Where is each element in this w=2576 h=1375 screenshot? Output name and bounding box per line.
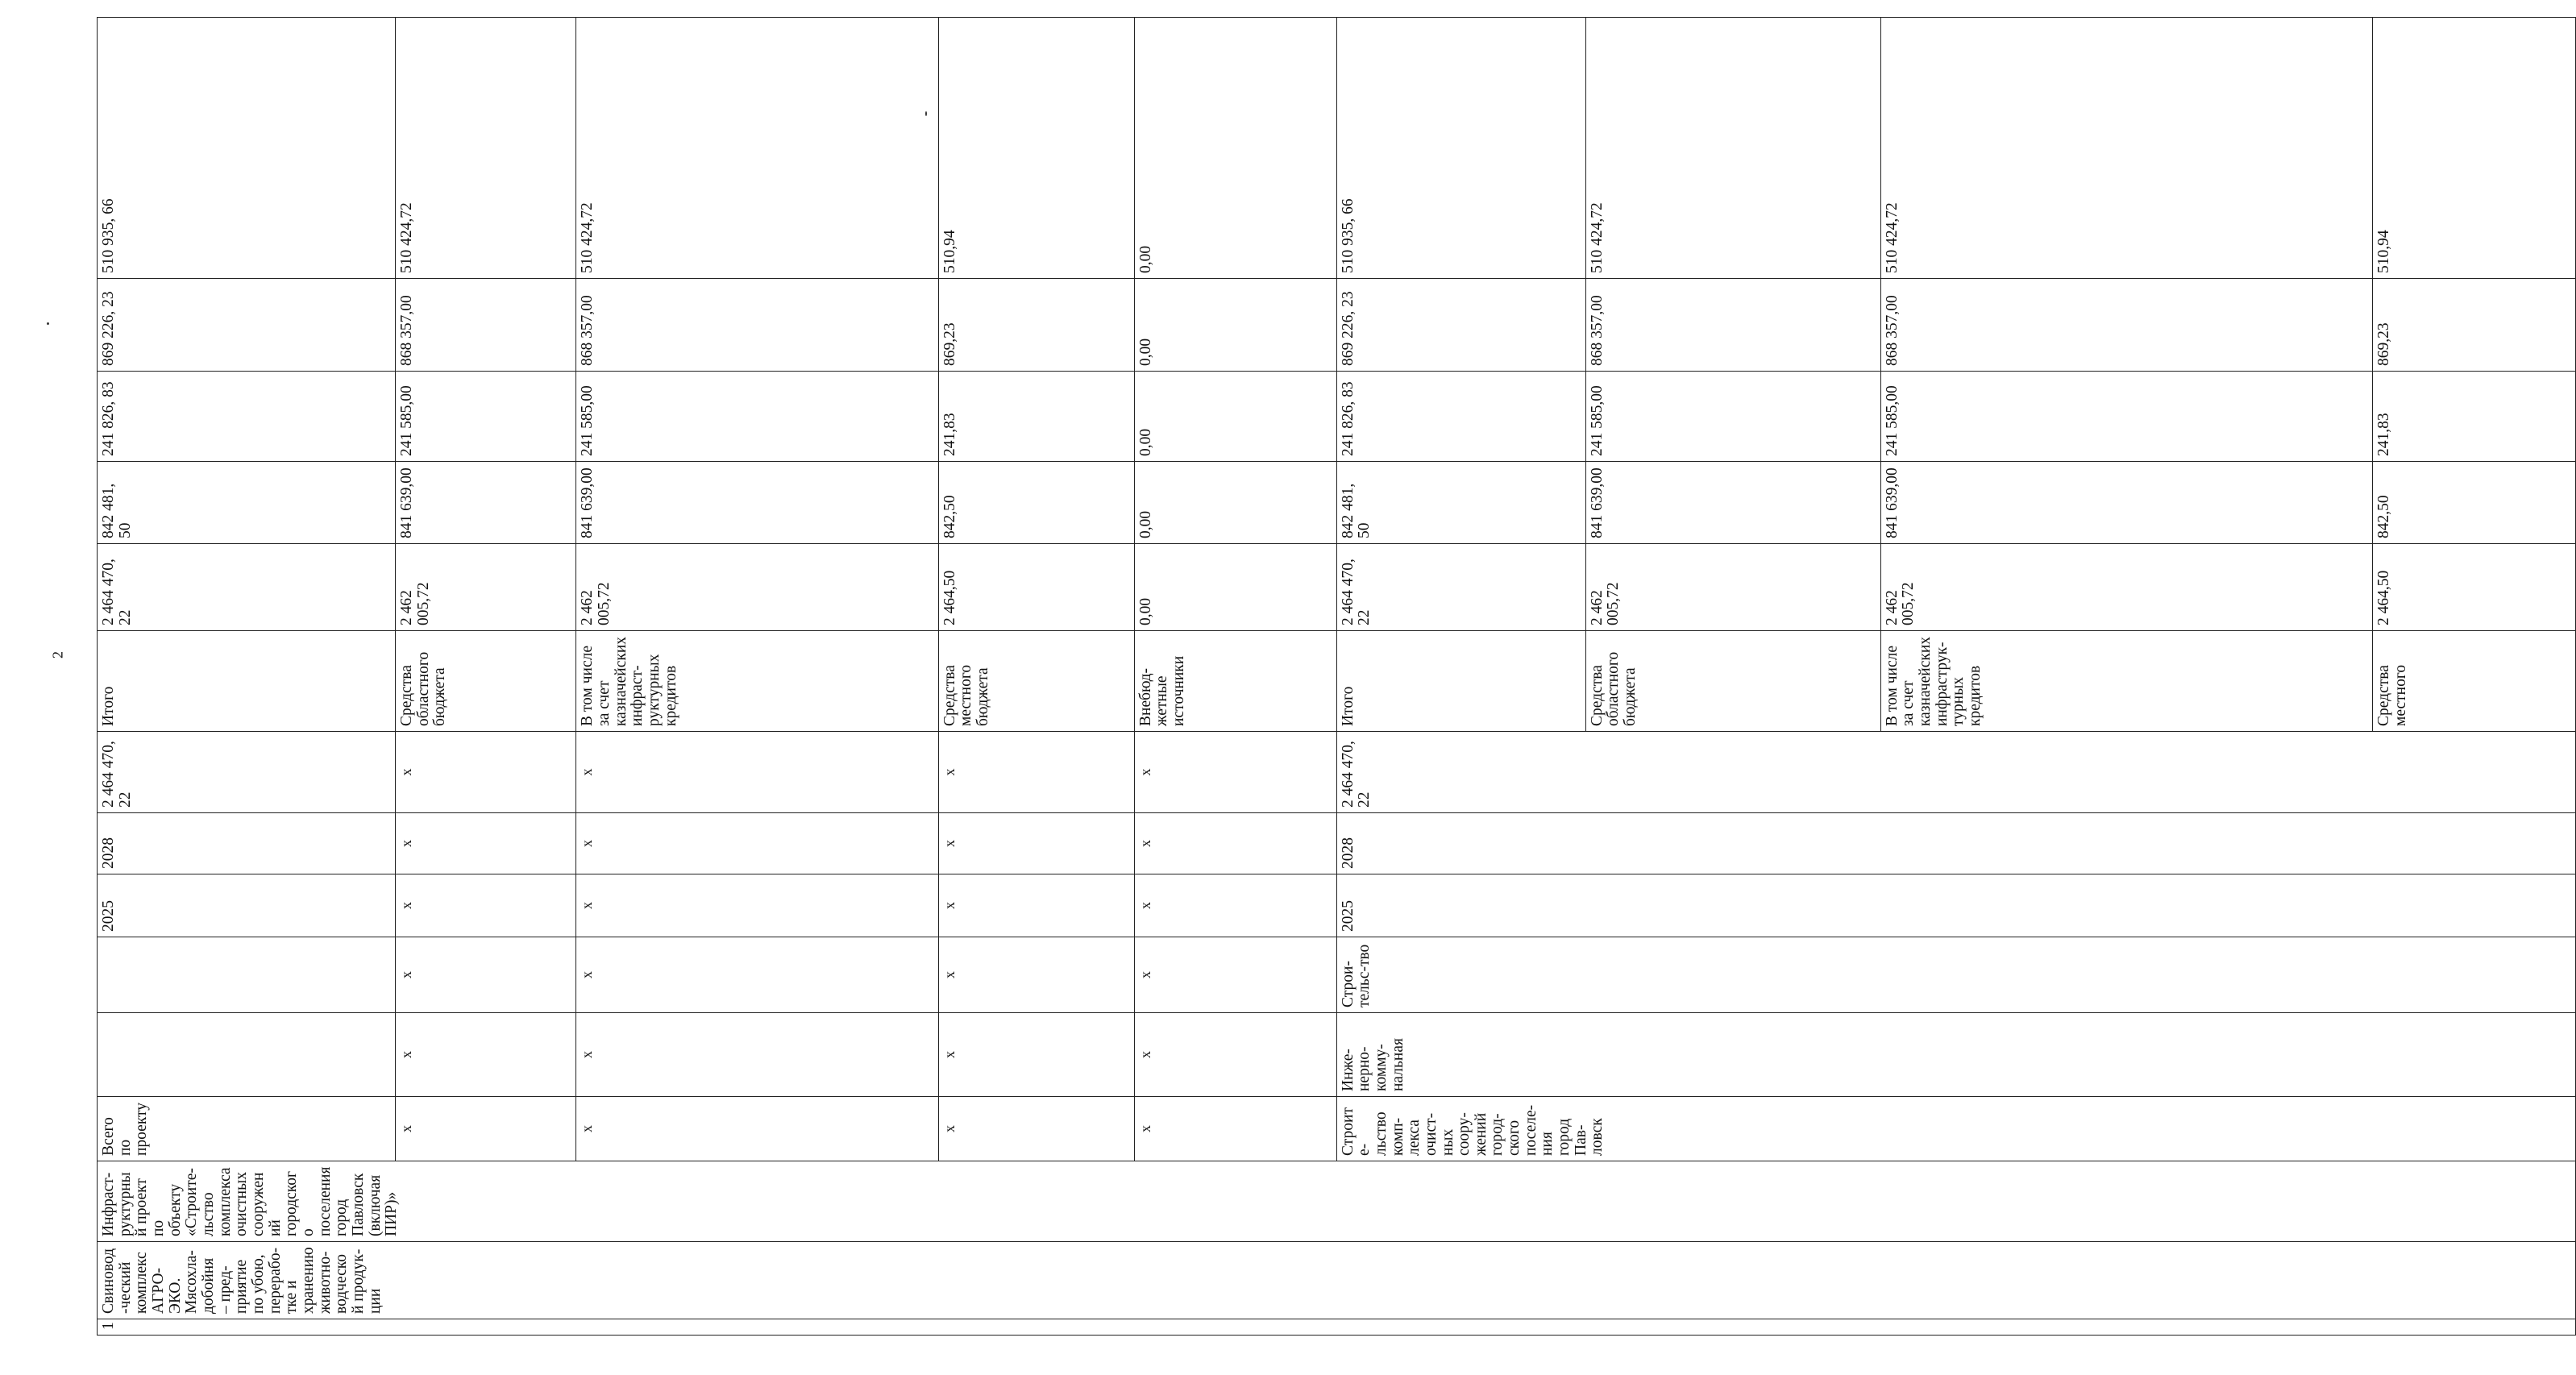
amount-year3-cell: 869,23 [2372, 279, 2575, 372]
object-cell: Строите-льство комп-лекса очист-ных соору-жений город-ского поселе-ния город Пав-ловск [1336, 1097, 2576, 1161]
amount-year4-cell: 510 424,72 [1585, 18, 1880, 279]
source-cell: Средства местного бюджета [938, 631, 1134, 732]
x-mark: x [938, 1013, 1134, 1097]
amount-year1-cell: 842,50 [2372, 462, 2575, 544]
source-cell: Итого [98, 631, 396, 732]
amount-year4-cell: 510 424,72 [1880, 18, 2372, 279]
x-mark: x [576, 874, 938, 937]
amount-year3-cell: 0,00 [1134, 279, 1336, 372]
start-year-cell: 2025 [98, 874, 396, 937]
amount-total-cell: 2 462 005,72 [1880, 544, 2372, 631]
amount-year2-cell: 241 585,00 [576, 372, 938, 462]
total-cell: 2 464 470, 22 [98, 732, 396, 813]
x-mark: x [395, 732, 576, 813]
amount-year2-cell: 241,83 [2372, 372, 2575, 462]
project-cell: Инфраст-руктурный проект по объекту «Строите-льство комплекса очистных сооружений городского поселения город Павловск (включая ПИР)» [98, 1161, 2576, 1242]
source-cell: Средства местного [2372, 631, 2575, 732]
x-mark: x [938, 813, 1134, 874]
amount-year3-cell: 869 226, 23 [1336, 279, 1585, 372]
amount-year2-cell: 241 826, 83 [1336, 372, 1585, 462]
amount-year1-cell: 0,00 [1134, 462, 1336, 544]
x-mark: x [395, 874, 576, 937]
amount-year3-cell: 868 357,00 [1880, 279, 2372, 372]
amount-year4-cell: 510 935, 66 [98, 18, 396, 279]
amount-total-cell: 2 464,50 [2372, 544, 2575, 631]
amount-year1-cell: 842 481, 50 [98, 462, 396, 544]
amount-year1-cell: 841 639,00 [1585, 462, 1880, 544]
x-mark: x [938, 732, 1134, 813]
x-mark: x [395, 1097, 576, 1161]
amount-year1-cell: 842,50 [938, 462, 1134, 544]
source-cell: Итого [1336, 631, 1585, 732]
source-cell: Внебюд-жетные источники [1134, 631, 1336, 732]
x-mark: x [1134, 1097, 1336, 1161]
amount-total-cell: 2 464 470, 22 [98, 544, 396, 631]
amount-year4-cell: 510,94 [938, 18, 1134, 279]
x-mark: x [576, 1097, 938, 1161]
amount-total-cell: 2 462 005,72 [1585, 544, 1880, 631]
object-cell: Всего по проекту [98, 1097, 396, 1161]
x-mark: x [1134, 732, 1336, 813]
type-cell [98, 1013, 396, 1097]
x-mark: x [395, 1013, 576, 1097]
work-cell: Строи-тельс-тво [1336, 937, 2576, 1013]
x-mark: x [576, 732, 938, 813]
x-mark: x [576, 813, 938, 874]
x-mark: x [1134, 813, 1336, 874]
organization-cell: Свиновод-ческий комплекс АГРО-ЭКО. Мясохла-добойня – пред-приятие по убою, перерабо-тке и хранению животно-водческой продук-ции [98, 1242, 2576, 1319]
amount-year1-cell: 842 481, 50 [1336, 462, 1585, 544]
x-mark: x [1134, 1013, 1336, 1097]
x-mark: x [576, 1013, 938, 1097]
x-mark: x [1134, 937, 1336, 1013]
amount-year2-cell: 241 826, 83 [98, 372, 396, 462]
amount-total-cell: 2 462 005,72 [576, 544, 938, 631]
amount-year1-cell: 841 639,00 [395, 462, 576, 544]
amount-year2-cell: 241 585,00 [1585, 372, 1880, 462]
end-year-cell: 2028 [1336, 813, 2576, 874]
x-mark: x [395, 937, 576, 1013]
amount-total-cell: 2 462 005,72 [395, 544, 576, 631]
financing-table [97, 17, 2576, 1336]
row-number: 1 [98, 1319, 2576, 1336]
amount-total-cell: 2 464 470, 22 [1336, 544, 1585, 631]
amount-year4-cell: 510 935, 66 [1336, 18, 1585, 279]
x-mark: x [576, 937, 938, 1013]
amount-year1-cell: 841 639,00 [576, 462, 938, 544]
table-row [395, 18, 576, 1336]
total-cell: 2 464 470, 22 [1336, 732, 2576, 813]
type-cell: Инже-нерно-комму-нальная [1336, 1013, 2576, 1097]
source-cell: В том числе за счет казначейских инфраст-руктурных кредитов [576, 631, 938, 732]
amount-year3-cell: 869 226, 23 [98, 279, 396, 372]
amount-year3-cell: 868 357,00 [576, 279, 938, 372]
amount-year2-cell: 241,83 [938, 372, 1134, 462]
amount-total-cell: 0,00 [1134, 544, 1336, 631]
source-cell: Средства областного бюджета [1585, 631, 1880, 732]
scan-speck [47, 322, 49, 325]
amount-year4-cell: 0,00 [1134, 18, 1336, 279]
amount-year4-cell: 510 424,72 [576, 18, 938, 279]
page-number: 2 [49, 651, 66, 658]
table-row [98, 18, 396, 1336]
amount-total-cell: 2 464,50 [938, 544, 1134, 631]
x-mark: x [938, 937, 1134, 1013]
x-mark: x [938, 1097, 1134, 1161]
amount-year1-cell: 841 639,00 [1880, 462, 2372, 544]
end-year-cell: 2028 [98, 813, 396, 874]
amount-year2-cell: 0,00 [1134, 372, 1336, 462]
x-mark: x [1134, 874, 1336, 937]
source-cell: Средства областного бюджета [395, 631, 576, 732]
source-cell: В том числе за счет казначейских инфраструк-турных кредитов [1880, 631, 2372, 732]
table-row [576, 18, 938, 1336]
rotated-table-wrapper [97, 18, 2409, 1336]
amount-year4-cell: 510,94 [2372, 18, 2575, 279]
amount-year2-cell: 241 585,00 [1880, 372, 2372, 462]
x-mark: x [938, 874, 1134, 937]
table-row [1134, 18, 1336, 1336]
amount-year3-cell: 869,23 [938, 279, 1134, 372]
table-row [1336, 18, 1585, 1336]
amount-year3-cell: 868 357,00 [1585, 279, 1880, 372]
amount-year2-cell: 241 585,00 [395, 372, 576, 462]
start-year-cell: 2025 [1336, 874, 2576, 937]
table-row [938, 18, 1134, 1336]
work-cell [98, 937, 396, 1013]
amount-year3-cell: 868 357,00 [395, 279, 576, 372]
x-mark: x [395, 813, 576, 874]
amount-year4-cell: 510 424,72 [395, 18, 576, 279]
